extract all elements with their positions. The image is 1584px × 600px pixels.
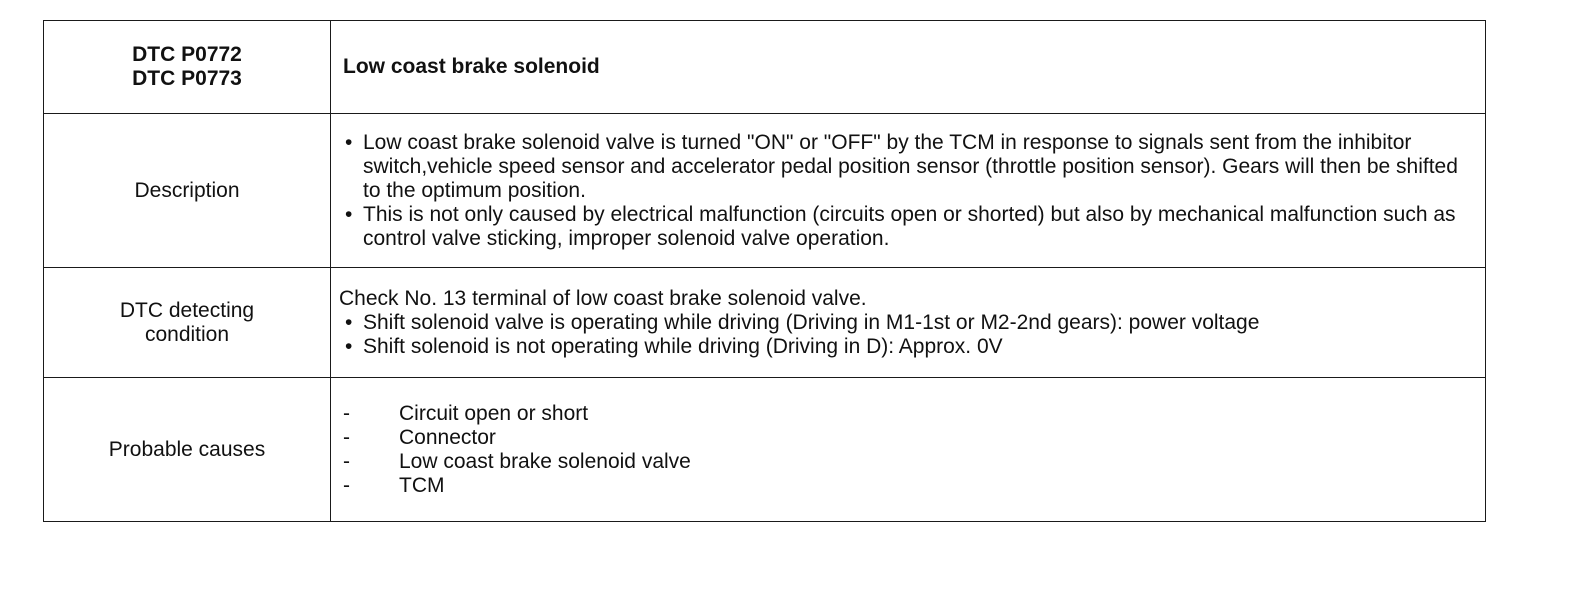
description-bullets	[339, 131, 1479, 251]
condition-bullet	[339, 311, 1479, 335]
condition-row	[44, 268, 1486, 378]
condition-intro: Check No. 13 terminal of low coast brake solenoid valve.	[339, 286, 867, 310]
condition-label	[44, 268, 331, 378]
description-label: Description	[44, 114, 331, 268]
description-bullet: • Low coast brake solenoid valve is turned "ON" or "OFF" by the TCM in response to signals sent from the inhibitor switch,vehicle speed sensor and accelerator pedal position sensor (throttle position sensor). Gears will then be shifted to the optimum position.	[339, 131, 1479, 203]
condition-bullet: • Shift solenoid is not operating while driving (Driving in D): Approx. 0V	[339, 335, 1479, 359]
dtc-code: DTC P0773	[132, 67, 242, 90]
causes-list	[339, 402, 1479, 498]
cause-item: - Circuit open or short	[339, 402, 1479, 426]
cause-item: - Connector	[339, 426, 1479, 450]
dtc-codes-cell	[44, 21, 331, 114]
causes-content	[331, 378, 1486, 522]
causes-label: Probable causes	[44, 378, 331, 522]
header-row	[44, 21, 1486, 114]
condition-content	[331, 268, 1486, 378]
description-bullet: • This is not only caused by electrical malfunction (circuits open or shorted) but also by mechanical malfunction such as control valve sticking, improper solenoid valve operation.	[339, 203, 1479, 251]
condition-bullet-text: Shift solenoid valve is operating while driving (Driving in M1-1st or M2-2nd gears): power voltage	[363, 310, 1260, 334]
cause-item: - TCM	[339, 474, 1479, 498]
causes-row	[44, 378, 1486, 522]
description-content	[331, 114, 1486, 268]
dtc-table	[43, 20, 1486, 522]
dtc-code: DTC P0772	[132, 43, 242, 66]
dtc-title: Low coast brake solenoid	[331, 21, 1486, 114]
condition-label-line: condition	[144, 322, 230, 346]
condition-bullets	[339, 311, 1479, 359]
cause-item: - Low coast brake solenoid valve	[339, 450, 1479, 474]
description-row	[44, 114, 1486, 268]
condition-label-line: DTC detecting	[119, 298, 255, 322]
